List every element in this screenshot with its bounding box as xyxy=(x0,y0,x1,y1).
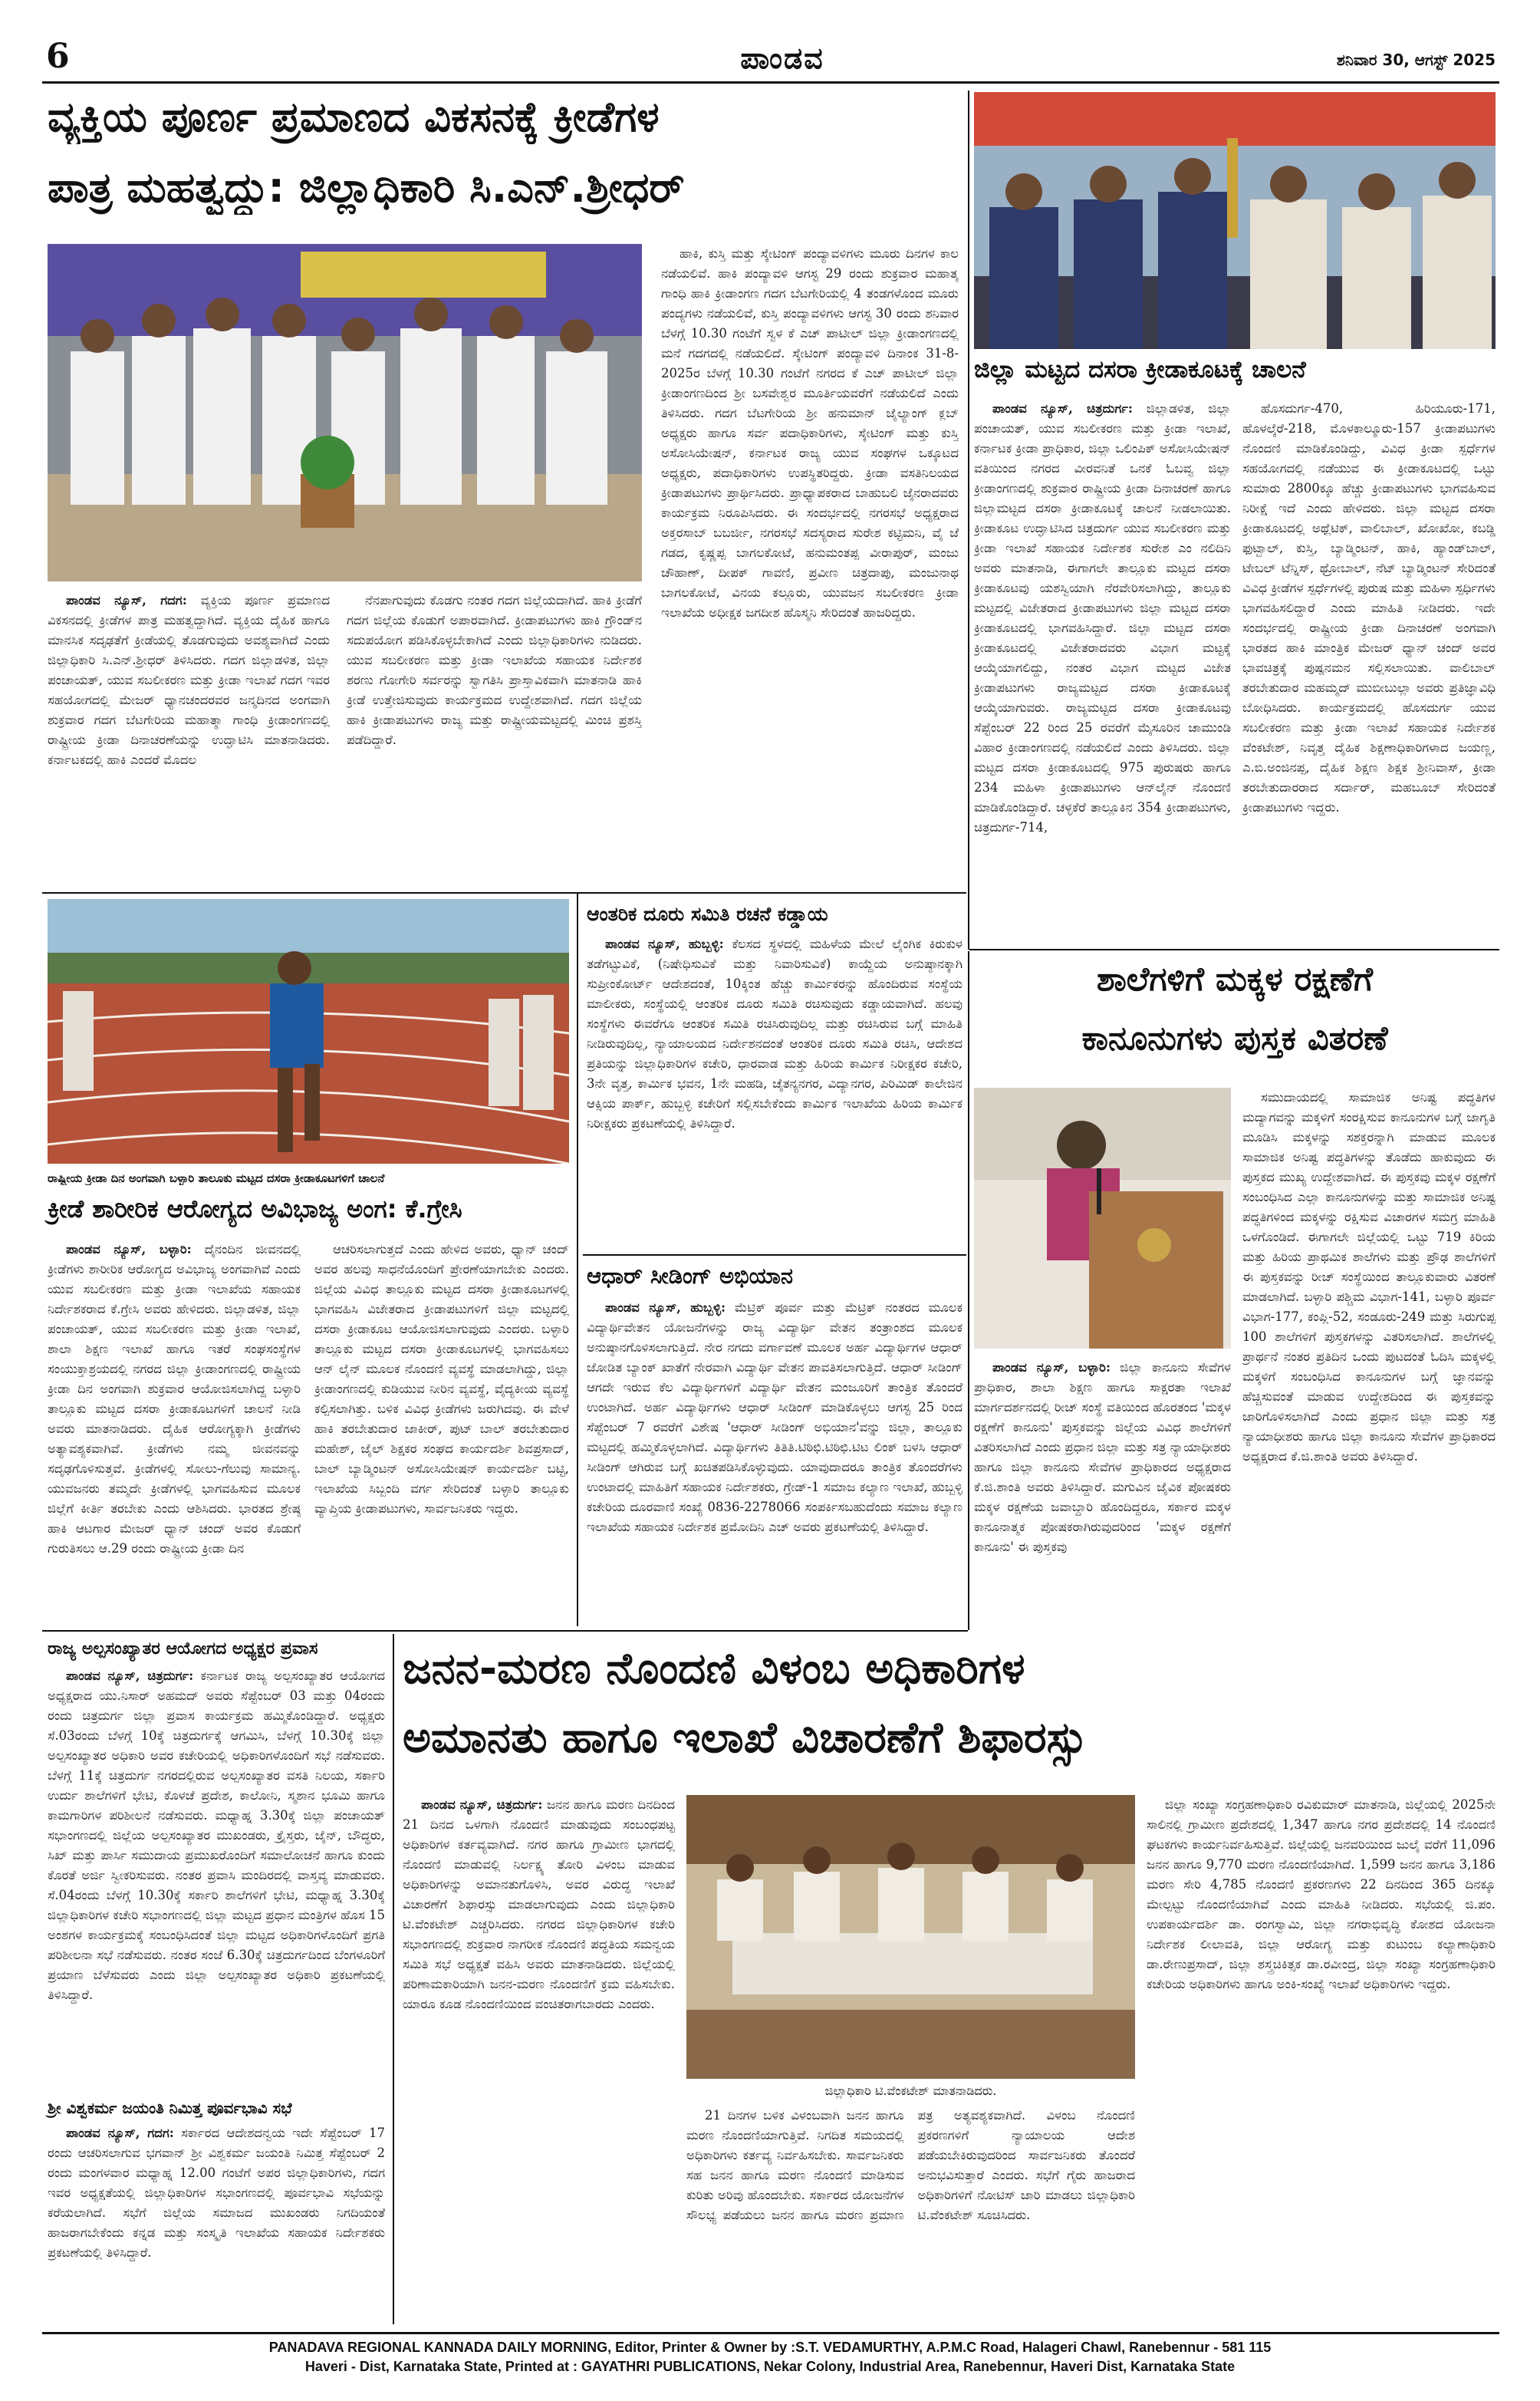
minority-col xyxy=(48,1666,385,2092)
sports-dateline: ಪಾಂಡವ ನ್ಯೂಸ್, ಬಳ್ಳಾರಿ: xyxy=(66,1242,192,1256)
lead-col-2 xyxy=(347,591,642,886)
sports-body-1: ದೈನಂದಿನ ಜೀವನದಲ್ಲಿ ಕ್ರೀಡೆಗಳು ಶಾರೀರಿಕ ಆರೋಗ್ಯದ ಅವಿಭಾಜ್ಯ ಅಂಗವಾಗಿವೆ ಎಂದು ಯುವ ಸಬಲೀಕರಣ ಮತ್ತು ಕ್ರೀಡಾ ಇಲಾಖೆಯ ಸಹಾಯಕ ನಿರ್ದೇಶಕರಾದ ಕೆ.ಗ್ರೇಸಿ ಅವರು ಹೇಳಿದರು. ಜಿಲ್ಲಾಡಳಿತ, ಜಿಲ್ಲಾ ಪಂಚಾಯತ್, ಯುವ ಸಬಲೀಕರಣ ಮತ್ತು ಕ್ರೀಡಾ ಇಲಾಖೆ, ಶಾಲಾ ಶಿಕ್ಷಣ ಇಲಾಖೆ ಹಾಗೂ ಇತರೆ ಸಂಘಸಂಸ್ಥೆಗಳ ಸಂಯುಕ್ತಾಶ್ರಯದಲ್ಲಿ ನಗರದ ಜಿಲ್ಲಾ ಕ್ರೀಡಾಂಗಣದಲ್ಲಿ ರಾಷ್ಟ್ರೀಯ ಕ್ರೀಡಾ ದಿನ ಅಂಗವಾಗಿ ಶುಕ್ರವಾರ ಆಯೋಜಿಸಲಾಗಿದ್ದ ಬಳ್ಳಾರಿ ತಾಲ್ಲೂಕು ಮಟ್ಟದ ದಸರಾ ಕ್ರೀಡಾಕೂಟಗಳಿಗೆ ಚಾಲನೆ ನೀಡಿ ಅವರು ಮಾತನಾಡಿದರು. ದೈಹಿಕ ಆರೋಗ್ಯಕ್ಕಾಗಿ ಕ್ರೀಡೆಗಳು ಅತ್ಯಾವಶ್ಯಕವಾಗಿವೆ. ಕ್ರೀಡೆಗಳು ನಮ್ಮ ಜೀವನವನ್ನು ಸದೃಢಗೊಳಿಸುತ್ತವೆ. ಕ್ರೀಡೆಗಳಲ್ಲಿ ಸೋಲು-ಗೆಲುವು ಸಾಮಾನ್ಯ. ಯುವಜನರು ತಮ್ಮದೇ ಕ್ರೀಡೆಗಳಲ್ಲಿ ಭಾಗವಹಿಸುವ ಮೂಲಕ ಜಿಲ್ಲೆಗೆ ಕೀರ್ತಿ ತರಬೇಕು ಎಂದು ಆಶಿಸಿದರು. ಭಾರತದ ಶ್ರೇಷ್ಠ ಹಾಕಿ ಆಟಗಾರ ಮೇಜರ್ ಧ್ಯಾನ್ ಚಂದ್ ಅವರ ಕೊಡುಗೆ ಗುರುತಿಸಲು ಆ.29 ರಂದು ರಾಷ್ಟ್ರೀಯ ಕ್ರೀಡಾ ದಿನ xyxy=(48,1242,301,1556)
footer-line-2: Haveri - Dist, Karnataka State, Printed at : GAYATHRI PUBLICATIONS, Nekar Colony, Industrial Area, Ranebennur, Haveri Dist, Karnataka State xyxy=(304,2359,1236,2374)
lead-dateline: ಪಾಂಡವ ನ್ಯೂಸ್, ಗದಗ: xyxy=(66,593,187,608)
lawbooks-headline-line2: ಕಾನೂನುಗಳು ಪುಸ್ತಕ ವಿತರಣೆ xyxy=(1081,1019,1388,1058)
committee-dateline: ಪಾಂಡವ ನ್ಯೂಸ್, ಹುಬ್ಬಳ್ಳಿ: xyxy=(605,937,724,951)
vishwakarma-col xyxy=(48,2123,385,2324)
aadhaar-dateline: ಪಾಂಡವ ನ್ಯೂಸ್, ಹುಬ್ಬಳ್ಳಿ: xyxy=(605,1300,726,1315)
lead-body-2: ನೆನಪಾಗುವುದು ಕೊಡಗು ನಂತರ ಗದಗ ಜಿಲ್ಲೆಯದಾಗಿದೆ. ಹಾಕಿ ಕ್ರೀಡೆಗೆ ಗದಗ ಜಿಲ್ಲೆಯ ಕೊಡುಗೆ ಅಪಾರವಾಗಿದೆ. ಕ್ರೀಡಾಪಟುಗಳು ಹಾಕಿ ಗ್ರೌಂಡ್‌ನ ಸದುಪಯೋಗ ಪಡಿಸಿಕೊಳ್ಳಬೇಕಾಗಿದೆ ಎಂದು ಜಿಲ್ಲಾಧಿಕಾರಿಗಳು ನುಡಿದರು. ಯುವ ಸಬಲೀಕರಣ ಮತ್ತು ಕ್ರೀಡಾ ಇಲಾಖೆಯ ಸಹಾಯಕ ನಿರ್ದೇಶಕ ಶರಣು ಗೋಗೇರಿ ಸರ್ವರನ್ನು ಸ್ವಾಗತಿಸಿ ಪ್ರಾಸ್ತಾವಿಕವಾಗಿ ಮಾತನಾಡಿ ಹಾಕಿ ಕ್ರೀಡೆ ಉತ್ತೇಜಿಸುವುದು ಕಾರ್ಯಕ್ರಮದ ಉದ್ದೇಶವಾಗಿದೆ. ಗದಗ ಜಿಲ್ಲೆಯ ಹಾಕಿ ಕ್ರೀಡಾಪಟುಗಳು ರಾಜ್ಯ ಮತ್ತು ರಾಷ್ಟ್ರೀಯಮಟ್ಟದಲ್ಲಿ ಮಿಂಚಿ ಪ್ರಶಸ್ತಿ ಪಡೆದಿದ್ದಾರೆ. xyxy=(347,593,642,747)
lead-headline-line2: ಪಾತ್ರ ಮಹತ್ವದ್ದು: ಜಿಲ್ಲಾಧಿಕಾರಿ ಸಿ.ಎನ್.ಶ್ರೀಧರ್ xyxy=(48,163,685,212)
masthead-title: ಪಾಂಡವ xyxy=(740,41,824,75)
dasara-body-2: ಹೊಸದುರ್ಗ-470, ಹಿರಿಯೂರು-171, ಹೊಳಲ್ಕೆರೆ-218, ಮೊಳಕಾಲ್ಮೂರು-157 ಕ್ರೀಡಾಪಟುಗಳು ನೊಂದಣಿ ಮಾಡಿಕೊಂಡಿದ್ದು, ವಿವಿಧ ಕ್ರೀಡಾ ಸ್ಪರ್ಧೆಗಳ ಸಹಯೋಗದಲ್ಲಿ ನಡೆಯುವ ಈ ಕ್ರೀಡಾಕೂಟದಲ್ಲಿ ಒಟ್ಟು ಸುಮಾರು 2800ಕ್ಕೂ ಹೆಚ್ಚು ಕ್ರೀಡಾಪಟುಗಳು ಭಾಗವಹಿಸುವ ನಿರೀಕ್ಷೆ ಇದೆ ಎಂದು ಹೇಳಿದರು. ಜಿಲ್ಲಾ ಮಟ್ಟದ ದಸರಾ ಕ್ರೀಡಾಕೂಟದಲ್ಲಿ ಅಥ್ಲೆಟಿಕ್, ವಾಲಿಬಾಲ್, ಖೋಖೋ, ಕಬಡ್ಡಿ ಫುಟ್ಬಾಲ್, ಕುಸ್ತಿ, ಬ್ಯಾಡ್ಮಿಂಟನ್, ಹಾಕಿ, ಹ್ಯಾಂಡ್‌ಬಾಲ್, ಟೇಬಲ್ ಟೆನ್ನಿಸ್, ಥ್ರೋಬಾಲ್, ನೆಟ್ ಬ್ಯಾಡ್ಮಿಂಟನ್ ಸೇರಿದಂತೆ ವಿವಿಧ ಕ್ರೀಡೆಗಳ ಸ್ಪರ್ಧೆಗಳಲ್ಲಿ ಪುರುಷ ಮತ್ತು ಮಹಿಳಾ ಸ್ಪರ್ಧಿಗಳು ಭಾಗವಹಿಸಲಿದ್ದಾರೆ ಎಂದು ಮಾಹಿತಿ ನೀಡಿದರು. ಇದೇ ಸಂದರ್ಭದಲ್ಲಿ ರಾಷ್ಟ್ರೀಯ ಕ್ರೀಡಾ ದಿನಾಚರಣೆ ಅಂಗವಾಗಿ ಭಾರತದ ಹಾಕಿ ಮಾಂತ್ರಿಕ ಮೇಜರ್ ಧ್ಯಾನ್ ಚಂದ್ ಅವರ ಭಾವಚಿತ್ರಕ್ಕೆ ಪುಷ್ಪನಮನ ಸಲ್ಲಿಸಲಾಯಿತು. ವಾಲಿಬಾಲ್ ತರಬೇತುದಾರ ಮಹಮ್ಮದ್ ಮುಬೀಬುಲ್ಲಾ ಅವರು ಪ್ರತಿಜ್ಞಾವಿಧಿ ಬೋಧಿಸಿದರು. ಕಾರ್ಯಕ್ರಮದಲ್ಲಿ ಹೊಸದುರ್ಗ ಯುವ ಸಬಲೀಕರಣ ಮತ್ತು ಕ್ರೀಡಾ ಇಲಾಖೆ ಸಹಾಯಕ ನಿರ್ದೇಶಕ ವೆಂಕಟೇಶ್, ನಿವೃತ್ತ ದೈಹಿಕ ಶಿಕ್ಷಣಾಧಿಕಾರಿಗಳಾದ ಜಯಣ್ಣ, ಎ.ಬಿ.ಅಂಜಿನಪ್ಪ, ದೈಹಿಕ ಶಿಕ್ಷಣ ಶಿಕ್ಷಕ ಶ್ರೀನಿವಾಸ್, ಕ್ರೀಡಾ ತರಬೇತುದಾರರಾದ ಸರ್ದಾರ್, ಮಹಬೂಬ್ ಸೇರಿದಂತೆ ಕ್ರೀಡಾಪಟುಗಳು ಇದ್ದರು. xyxy=(1242,401,1496,815)
sports-photo xyxy=(48,899,569,1164)
vishwakarma-headline: ಶ್ರೀ ವಿಶ್ವಕರ್ಮ ಜಯಂತಿ ನಿಮಿತ್ತ ಪೂರ್ವಭಾವಿ ಸಭೆ xyxy=(48,2099,292,2117)
sports-col-2 xyxy=(314,1240,569,1623)
birthdeath-headline-line1: ಜನನ-ಮರಣ ನೊಂದಣಿ ವಿಳಂಬ ಅಧಿಕಾರಿಗಳ xyxy=(403,1644,1025,1694)
committee-headline: ಆಂತರಿಕ ದೂರು ಸಮಿತಿ ರಚನೆ ಕಡ್ಡಾಯ xyxy=(587,903,828,925)
lawbooks-headline-line1: ಶಾಲೆಗಳಿಗೆ ಮಕ್ಕಳ ರಕ್ಷಣೆಗೆ xyxy=(1097,960,1373,999)
lead-photo xyxy=(48,244,642,581)
divider-minority-v xyxy=(393,1634,394,2324)
minority-dateline: ಪಾಂಡವ ನ್ಯೂಸ್, ಚಿತ್ರದುರ್ಗ: xyxy=(66,1668,194,1683)
birthdeath-dateline: ಪಾಂಡವ ನ್ಯೂಸ್, ಚಿತ್ರದುರ್ಗ: xyxy=(421,1797,543,1812)
lawbooks-body-right: ಸಮುದಾಯದಲ್ಲಿ ಸಾಮಾಜಿಕ ಅನಿಷ್ಟ ಪದ್ಧತಿಗಳ ಮದ್ಯಾಗವನ್ನು ಮಕ್ಕಳಿಗೆ ಸಂರಕ್ಷಿಸುವ ಕಾನೂನುಗಳ ಬಗ್ಗೆ ಜಾಗೃತಿ ಮೂಡಿಸಿ ಮಕ್ಕಳನ್ನು ಸಶಕ್ತರನ್ನಾಗಿ ಮಾಡುವ ಮೂಲಕ ಸಾಮಾಜಿಕ ಅನಿಷ್ಟ ಪದ್ಧತಿಗಳನ್ನು ತೊಡೆದು ಹಾಕುವುದು ಈ ಪುಸ್ತಕದ ಮುಖ್ಯ ಉದ್ದೇಶವಾಗಿದೆ. ಈ ಪುಸ್ತಕವು ಮಕ್ಕಳ ರಕ್ಷಣೆಗೆ ಸಂಬಂಧಿಸಿದ ಎಲ್ಲಾ ಕಾನೂನುಗಳನ್ನು ಮತ್ತು ಸಾಮಾಜಿಕ ಅನಿಷ್ಟ ಪದ್ಧತಿಗಳಿಂದ ಮಕ್ಕಳನ್ನು ರಕ್ಷಿಸುವ ವಿಚಾರಗಳ ಸಮಗ್ರ ಮಾಹಿತಿ ಒಳಗೊಂಡಿದೆ. ಈಗಾಗಲೇ ಜಿಲ್ಲೆಯಲ್ಲಿ ಒಟ್ಟು 719 ಕಿರಿಯ ಮತ್ತು ಹಿರಿಯ ಪ್ರಾಥಮಿಕ ಶಾಲೆಗಳು ಮತ್ತು ಪ್ರೌಢ ಶಾಲೆಗಳಿಗೆ ಈ ಪುಸ್ತಕವನ್ನು ರೀಚ್ ಸಂಸ್ಥೆಯಿಂದ ತಾಲ್ಲೂಕುವಾರು ವಿತರಣೆ ಮಾಡಲಾಗಿದೆ. ಬಳ್ಳಾರಿ ಪಶ್ಚಿಮ ವಿಭಾಗ-141, ಬಳ್ಳಾರಿ ಪೂರ್ವ ವಿಭಾಗ-177, ಕಂಪ್ಲಿ-52, ಸಂಡೂರು-249 ಮತ್ತು ಸಿರುಗುಪ್ಪ 100 ಶಾಲೆಗಳಿಗೆ ಪುಸ್ತಕಗಳನ್ನು ವಿತರಿಸಲಾಗಿದೆ. ಶಾಲೆಗಳಲ್ಲಿ ಪ್ರಾರ್ಥನೆ ನಂತರ ಪ್ರತಿದಿನ ಒಂದು ಪುಟದಂತೆ ಓದಿಸಿ ಮಕ್ಕಳಲ್ಲಿ ಮಕ್ಕಳಿಗೆ ಸಂಬಂಧಿಸಿದ ಕಾನೂನುಗಳ ಬಗ್ಗೆ ಜ್ಞಾನವನ್ನು ಹೆಚ್ಚಿಸುವಂತೆ ಮಾಡುವ ಉದ್ದೇಶದಿಂದ ಈ ಪುಸ್ತಕವನ್ನು ಜಾರಿಗೊಳಿಸಲಾಗಿದೆ ಎಂದು ಪ್ರಧಾನ ಜಿಲ್ಲಾ ಮತ್ತು ಸತ್ರ ನ್ಯಾಯಾಧೀಶರು ಹಾಗೂ ಜಿಲ್ಲಾ ಕಾನೂನು ಸೇವೆಗಳ ಪ್ರಾಧಿಕಾರದ ಅಧ್ಯಕ್ಷರಾದ ಕೆ.ಜಿ.ಶಾಂತಿ ಅವರು ತಿಳಿಸಿದ್ದಾರೆ. xyxy=(1242,1090,1496,1464)
vishwakarma-body: ಸರ್ಕಾರದ ಆದೇಶದನ್ವಯ ಇದೇ ಸೆಪ್ಟೆಂಬರ್ 17 ರಂದು ಆಚರಿಸಲಾಗುವ ಭಗವಾನ್ ಶ್ರೀ ವಿಶ್ವಕರ್ಮ ಜಯಂತಿ ನಿಮಿತ್ತ ಸೆಪ್ಟೆಂಬರ್ 2 ರಂದು ಮಂಗಳವಾರ ಮಧ್ಯಾಹ್ನ 12.00 ಗಂಟೆಗೆ ಅಪರ ಜಿಲ್ಲಾಧಿಕಾರಿಗಳು, ಗದಗ ಇವರ ಅಧ್ಯಕ್ಷತೆಯಲ್ಲಿ ಜಿಲ್ಲಾಧಿಕಾರಿಗಳ ಸಭಾಂಗಣದಲ್ಲಿ ಪೂರ್ವಭಾವಿ ಸಭೆಯನ್ನು ಕರೆಯಲಾಗಿದೆ. ಸಭೆಗೆ ಜಿಲ್ಲೆಯ ಸಮಾಜದ ಮುಖಂಡರು ನಿಗದಿಯಂತೆ ಹಾಜರಾಗಬೇಕೆಂದು ಕನ್ನಡ ಮತ್ತು ಸಂಸ್ಕೃತಿ ಇಲಾಖೆಯ ಸಹಾಯಕ ನಿರ್ದೇಶಕರು ಪ್ರಕಟಣೆಯಲ್ಲಿ ತಿಳಿಸಿದ್ದಾರೆ. xyxy=(48,2126,385,2260)
divider-lead-bottom xyxy=(42,892,966,894)
dasara-body-1: ಜಿಲ್ಲಾಡಳಿತ, ಜಿಲ್ಲಾ ಪಂಚಾಯತ್, ಯುವ ಸಬಲೀಕರಣ ಮತ್ತು ಕ್ರೀಡಾ ಇಲಾಖೆ, ಕರ್ನಾಟಕ ಕ್ರೀಡಾ ಪ್ರಾಧಿಕಾರ, ಜಿಲ್ಲಾ ಒಲಿಂಪಿಕ್ ಅಸೋಸಿಯೇಷನ್ ವತಿಯಿಂದ ನಗರದ ವೀರವನಿತೆ ಒನಕೆ ಓಬವ್ವ ಜಿಲ್ಲಾ ಕ್ರೀಡಾಂಗಣದಲ್ಲಿ ಶುಕ್ರವಾರ ರಾಷ್ಟ್ರೀಯ ಕ್ರೀಡಾ ದಿನಾಚರಣೆ ಹಾಗೂ ಜಿಲ್ಲಾಮಟ್ಟದ ದಸರಾ ಕ್ರೀಡಾಕೂಟಕ್ಕೆ ಚಾಲನೆ ನೀಡಲಾಯಿತು. ಕ್ರೀಡಾಕೂಟ ಉದ್ಘಾಟಿಸಿದ ಚಿತ್ರದುರ್ಗ ಯುವ ಸಬಲೀಕರಣ ಮತ್ತು ಕ್ರೀಡಾ ಇಲಾಖೆ ಸಹಾಯಕ ನಿರ್ದೇಶಕ ಸುರೇಶ ಎಂ ನಲಿದಿನಿ ಅವರು ಮಾತನಾಡಿ, ಈಗಾಗಲೇ ತಾಲ್ಲೂಕು ಮಟ್ಟದ ದಸರಾ ಕ್ರೀಡಾಕೂಟವು ಯಶಸ್ವಿಯಾಗಿ ನೆರವೇರಿಸಲಾಗಿದ್ದು, ತಾಲ್ಲೂಕು ಮಟ್ಟದಲ್ಲಿ ವಿಜೇತರಾದ ಕ್ರೀಡಾಪಟುಗಳು ಜಿಲ್ಲಾ ಮಟ್ಟದ ದಸರಾ ಕ್ರೀಡಾಕೂಟದಲ್ಲಿ ಭಾಗವಹಿಸಿದ್ದಾರೆ. ಜಿಲ್ಲಾ ಮಟ್ಟದ ದಸರಾ ಕ್ರೀಡಾಕೂಟದಲ್ಲಿ ವಿಜೇತರಾದವರು ವಿಭಾಗ ಮಟ್ಟಕ್ಕೆ ಆಯ್ಕೆಯಾಗಲಿದ್ದು, ನಂತರ ವಿಭಾಗ ಮಟ್ಟದ ವಿಜೇತ ಕ್ರೀಡಾಪಟುಗಳು ರಾಜ್ಯಮಟ್ಟದ ದಸರಾ ಕ್ರೀಡಾಕೂಟಕ್ಕೆ ಆಯ್ಕೆಯಾಗುವರು. ರಾಜ್ಯಮಟ್ಟದ ದಸರಾ ಕ್ರೀಡಾಕೂಟವು ಸೆಪ್ಟೆಂಬರ್ 22 ರಿಂದ 25 ರವರೆಗೆ ಮೈಸೂರಿನ ಚಾಮುಂಡಿ ವಿಹಾರ ಕ್ರೀಡಾಂಗಣದಲ್ಲಿ ನಡೆಯಲಿದೆ ಎಂದು ತಿಳಿಸಿದರು. ಜಿಲ್ಲಾ ಮಟ್ಟದ ದಸರಾ ಕ್ರೀಡಾಕೂಟದಲ್ಲಿ 975 ಪುರುಷರು ಹಾಗೂ 234 ಮಹಿಳಾ ಕ್ರೀಡಾಪಟುಗಳು ಆನ್‌ಲೈನ್ ನೊಂದಣಿ ಮಾಡಿಕೊಂಡಿದ್ದಾರೆ. ಚಳ್ಳಕೆರೆ ತಾಲ್ಲೂಕಿನ 354 ಕ್ರೀಡಾಪಟುಗಳು, ಚಿತ್ರದುರ್ಗ-714, xyxy=(974,401,1231,835)
birthdeath-col-2 xyxy=(686,2106,1135,2324)
aadhaar-headline: ಆಧಾರ್ ಸೀಡಿಂಗ್ ಅಭಿಯಾನ xyxy=(587,1263,794,1289)
sports-col-1 xyxy=(48,1240,301,1623)
page-number: 6 xyxy=(46,37,70,76)
dasara-col-1 xyxy=(974,399,1231,932)
lawbooks-dateline: ಪಾಂಡವ ನ್ಯೂಸ್, ಬಳ್ಳಾರಿ: xyxy=(992,1360,1111,1375)
birthdeath-photo-caption: ಜಿಲ್ಲಾಧಿಕಾರಿ ಟಿ.ವೆಂಕಟೇಶ್ ಮಾತನಾಡಿದರು. xyxy=(824,2083,997,2098)
lawbooks-photo xyxy=(974,1088,1231,1349)
committee-body: ಕೆಲಸದ ಸ್ಥಳದಲ್ಲಿ ಮಹಿಳೆಯ ಮೇಲೆ ಲೈಂಗಿಕ ಕಿರುಕುಳ ತಡೆಗಟ್ಟುವಿಕೆ, (ನಿಷೇಧಿಸುವಿಕೆ ಮತ್ತು ನಿವಾರಿಸುವಿಕೆ) ಕಾಯ್ದೆಯ ಅನುಷ್ಠಾನಕ್ಕಾಗಿ ಸುಪ್ರೀಂಕೋರ್ಟ್ ಆದೇಶದಂತೆ, 10ಕ್ಕಿಂತ ಹೆಚ್ಚು ಕಾರ್ಮಿಕರನ್ನು ಹೊಂದಿರುವ ಸಂಸ್ಥೆಯ ಮಾಲೀಕರು, ಸಂಸ್ಥೆಯಲ್ಲಿ ಆಂತರಿಕ ದೂರು ಸಮಿತಿ ರಚಿಸುವುದು ಕಡ್ಡಾಯವಾಗಿದೆ. ಹಲವು ಸಂಸ್ಥೆಗಳು ಈವರೆಗೂ ಆಂತರಿಕ ಸಮಿತಿ ರಚಿಸಿರುವುದಿಲ್ಲ ಮತ್ತು ರಚಿಸಿರುವ ಬಗ್ಗೆ ಮಾಹಿತಿ ನೀಡಿರುವುದಿಲ್ಲ, ನ್ಯಾಯಾಲಯದ ನಿರ್ದೇಶನದಂತೆ ಆಂತರಿಕ ದೂರು ಸಮಿತಿ ರಚಿಸಿ, ಆದೇಶದ ಪ್ರತಿಯನ್ನು ಜಿಲ್ಲಾಧಿಕಾರಿಗಳ ಕಚೇರಿ, ಧಾರವಾಡ ಮತ್ತು ಹಿರಿಯ ಕಾರ್ಮಿಕ ನಿರೀಕ್ಷಕರ ಕಚೇರಿ, 3ನೇ ವೃತ್ತ, ಕಾರ್ಮಿಕ ಭವನ, 1ನೇ ಮಹಡಿ, ಚೈತನ್ಯನಗರ, ವಿದ್ಯಾನಗರ, ಪಿರಿಮಿಡ್ ಕಾಲೇಜಿನ ಆಕ್ಸಿಯ ಪಾರ್ಕ್, ಹುಬ್ಬಳ್ಳಿ ಕಚೇರಿಗೆ ಸಲ್ಲಿಸಬೇಕೆಂದು ಕಾರ್ಮಿಕ ಇಲಾಖೆಯ ಹಿರಿಯ ಕಾರ್ಮಿಕ ನಿರೀಕ್ಷಕರು ಪ್ರಕಟಣೆಯಲ್ಲಿ ತಿಳಿಸಿದ್ದಾರೆ. xyxy=(587,937,962,1131)
committee-col xyxy=(587,934,962,1250)
dasara-dateline: ಪಾಂಡವ ನ್ಯೂಸ್, ಚಿತ್ರದುರ್ಗ: xyxy=(992,401,1133,416)
issue-date: ಶನಿವಾರ 30, ಆಗಸ್ಟ್ 2025 xyxy=(1336,51,1496,69)
sports-photo-caption: ರಾಷ್ಟ್ರೀಯ ಕ್ರೀಡಾ ದಿನ ಅಂಗವಾಗಿ ಬಳ್ಳಾರಿ ತಾಲೂಕು ಮಟ್ಟದ ದಸರಾ ಕ್ರೀಡಾಕೂಟಗಳಿಗೆ ಚಾಲನೆ xyxy=(48,1171,385,1185)
footer-rule xyxy=(42,2332,1499,2334)
birthdeath-body-3: ಜಿಲ್ಲಾ ಸಂಖ್ಯಾ ಸಂಗ್ರಹಣಾಧಿಕಾರಿ ರವಿಕುಮಾರ್ ಮಾತನಾಡಿ, ಜಿಲ್ಲೆಯಲ್ಲಿ 2025ನೇ ಸಾಲಿನಲ್ಲಿ ಗ್ರಾಮೀಣ ಪ್ರದೇಶದಲ್ಲಿ 1,347 ಹಾಗೂ ನಗರ ಪ್ರದೇಶದಲ್ಲಿ 14 ನೊಂದಣಿ ಘಟಕಗಳು ಕಾರ್ಯನಿರ್ವಹಿಸುತ್ತಿವೆ. ಜಿಲ್ಲೆಯಲ್ಲಿ ಜನವರಿಯಿಂದ ಜುಲೈ ವರೆಗೆ 11,096 ಜನನ ಹಾಗೂ 9,770 ಮರಣ ನೊಂದಣಿಯಾಗಿದೆ. 1,599 ಜನನ ಹಾಗೂ 3,186 ಮರಣ ಸೇರಿ 4,785 ನೊಂದಣಿ ಪ್ರಕರಣಗಳು 22 ದಿನದಿಂದ 365 ದಿನಕ್ಕೂ ಮೇಲ್ಪಟ್ಟು ನೊಂದಣಿಯಾಗಿವೆ ಎಂದು ಮಾಹಿತಿ ನೀಡಿದರು. ಸಭೆಯಲ್ಲಿ ಜಿ.ಪಂ. ಉಪಕಾರ್ಯದರ್ಶಿ ಡಾ. ರಂಗಸ್ವಾಮಿ, ಜಿಲ್ಲಾ ನಗರಾಭಿವೃದ್ಧಿ ಕೋಶದ ಯೋಜನಾ ನಿರ್ದೇಶಕ ಲೀಲಾವತಿ, ಜಿಲ್ಲಾ ಆರೋಗ್ಯ ಮತ್ತು ಕುಟುಂಬ ಕಲ್ಯಾಣಾಧಿಕಾರಿ ಡಾ.ರೇಣುಪ್ರಸಾದ್, ಜಿಲ್ಲಾ ಶಸ್ತ್ರಚಿಕಿತ್ಸಕ ಡಾ.ರವೀಂದ್ರ, ಜಿಲ್ಲಾ ಸಂಖ್ಯಾ ಸಂಗ್ರಹಣಾಧಿಕಾರಿ ಕಚೇರಿಯ ಅಧಿಕಾರಿಗಳು ಹಾಗೂ ಅಂಕಿ-ಸಂಖ್ಯೆ ಇಲಾಖೆ ಅಧಿಕಾರಿಗಳು ಇದ್ದರು. xyxy=(1147,1797,1496,1991)
lawbooks-body-left: ಜಿಲ್ಲಾ ಕಾನೂನು ಸೇವೆಗಳ ಪ್ರಾಧಿಕಾರ, ಶಾಲಾ ಶಿಕ್ಷಣ ಹಾಗೂ ಸಾಕ್ಷರತಾ ಇಲಾಖೆ ಮಾರ್ಗದರ್ಶನದಲ್ಲಿ ರೀಚ್ ಸಂಸ್ಥೆ ವತಿಯಿಂದ ಹೊರತಂದ 'ಮಕ್ಕಳ ರಕ್ಷಣೆಗೆ ಕಾನೂನು' ಪುಸ್ತಕವನ್ನು ಜಿಲ್ಲೆಯ ವಿವಿಧ ಶಾಲೆಗಳಿಗೆ ವಿತರಿಸಲಾಗಿದೆ ಎಂದು ಪ್ರಧಾನ ಜಿಲ್ಲಾ ಮತ್ತು ಸತ್ರ ನ್ಯಾಯಾಧೀಶರು ಹಾಗೂ ಜಿಲ್ಲಾ ಕಾನೂನು ಸೇವೆಗಳ ಪ್ರಾಧಿಕಾರದ ಅಧ್ಯಕ್ಷರಾದ ಕೆ.ಜಿ.ಶಾಂತಿ ಅವರು ತಿಳಿಸಿದ್ದಾರೆ. ಮಗುವಿನ ಜೈವಿಕ ಪೋಷಕರು ಮಕ್ಕಳ ರಕ್ಷಣೆಯ ಜವಾಬ್ದಾರಿ ಹೊಂದಿದ್ದರೂ, ಸರ್ಕಾರ ಮಕ್ಕಳ ಕಾನೂನಾತ್ಮಕ ಪೋಷಕರಾಗಿರುವುದರಿಂದ 'ಮಕ್ಕಳ ರಕ್ಷಣೆಗೆ ಕಾನೂನು' ಈ ಪುಸ್ತಕವು xyxy=(974,1360,1231,1554)
birthdeath-photo xyxy=(686,1795,1135,2079)
lead-headline-line1: ವ್ಯಕ್ತಿಯ ಪೂರ್ಣ ಪ್ರಮಾಣದ ವಿಕಸನಕ್ಕೆ ಕ್ರೀಡೆಗಳ xyxy=(48,93,660,141)
birthdeath-headline-line2: ಅಮಾನತು ಹಾಗೂ ಇಲಾಖೆ ವಿಚಾರಣೆಗೆ ಶಿಫಾರಸ್ಸು xyxy=(403,1713,1088,1763)
divider-dasara-bottom xyxy=(969,949,1499,950)
sports-body-2: ಆಚರಿಸಲಾಗುತ್ತದೆ ಎಂದು ಹೇಳಿದ ಅವರು, ಧ್ಯಾನ್ ಚಂದ್ ಅವರ ಹಲವು ಸಾಧನೆಯೊಂದಿಗೆ ಪ್ರೇರಣೆಯಾಗಬೇಕು ಎಂದರು. ಜಿಲ್ಲೆಯ ವಿವಿಧ ತಾಲ್ಲೂಕು ಮಟ್ಟದ ದಸರಾ ಕ್ರೀಡಾಕೂಟಗಳಲ್ಲಿ ಭಾಗವಹಿಸಿ ವಿಜೇತರಾದ ಕ್ರೀಡಾಪಟುಗಳಿಗೆ ಜಿಲ್ಲಾ ಮಟ್ಟದಲ್ಲಿ ದಸರಾ ಕ್ರೀಡಾಕೂಟ ಆಯೋಜಿಸಲಾಗುವುದು ಎಂದರು. ಬಳ್ಳಾರಿ ತಾಲ್ಲೂಕು ಮಟ್ಟದ ದಸರಾ ಕ್ರೀಡಾಕೂಟಗಳಲ್ಲಿ ಭಾಗವಹಿಸಲು ಆನ್ ಲೈನ್ ಮೂಲಕ ನೊಂದಣಿ ವ್ಯವಸ್ಥೆ ಮಾಡಲಾಗಿದ್ದು, ಜಿಲ್ಲಾ ಕ್ರೀಡಾಂಗಣದಲ್ಲಿ ಕುಡಿಯುವ ನೀರಿನ ವ್ಯವಸ್ಥೆ, ವೈದ್ಯಕೀಯ ವ್ಯವಸ್ಥೆ ಕಲ್ಪಿಸಲಾಗಿತ್ತು. ಬಳಿಕ ವಿವಿಧ ಕ್ರೀಡೆಗಳು ಜರುಗಿದವು. ಈ ವೇಳೆ ಹಾಕಿ ತರಬೇತುದಾರ ಜಾಕೀರ್, ಪುಟ್ ಬಾಲ್ ತರಬೇತುದಾರ ಮಹೇಶ್, ಜೈಲ್ ಶಿಕ್ಷಕರ ಸಂಘದ ಕಾರ್ಯದರ್ಶಿ ಶಿವಪ್ರಸಾದ್, ಬಾಲ್ ಬ್ಯಾಡ್ಮಿಂಟನ್ ಅಸೋಸಿಯೇಷನ್ ಕಾರ್ಯದರ್ಶಿ ಬಟ್ಟಿ, ಇಲಾಖೆಯ ಸಿಬ್ಬಂದಿ ವರ್ಗ ಸೇರಿದಂತೆ ಬಳ್ಳಾರಿ ತಾಲ್ಲೂಕು ವ್ಯಾಪ್ತಿಯ ಕ್ರೀಡಾಪಟುಗಳು, ಸಾರ್ವಜನಿಕರು ಇದ್ದರು. xyxy=(314,1242,569,1516)
dasara-photo xyxy=(974,92,1496,349)
birthdeath-body-2: 21 ದಿನಗಳ ಬಳಿಕ ವಿಳಂಬವಾಗಿ ಜನನ ಹಾಗೂ ಮರಣ ನೊಂದಣಿಯಾಗುತ್ತಿವೆ. ನಿಗದಿತ ಸಮಯದಲ್ಲಿ ಅಧಿಕಾರಿಗಳು ಕರ್ತವ್ಯ ನಿರ್ವಹಿಸಬೇಕು. ಸಾರ್ವಜನಿಕರು ಸಹ ಜನನ ಹಾಗೂ ಮರಣ ನೊಂದಣಿ ಮಾಡಿಸುವ ಕುರಿತು ಅರಿವು ಹೊಂದಬೇಕು. ಸರ್ಕಾರದ ಯೋಜನೆಗಳ ಸೌಲಭ್ಯ ಪಡೆಯಲು ಜನನ ಹಾಗೂ ಮರಣ ಪ್ರಮಾಣ ಪತ್ರ ಅತ್ಯವಶ್ಯಕವಾಗಿದೆ. ವಿಳಂಬ ನೊಂದಣಿ ಪ್ರಕರಣಗಳಿಗೆ ನ್ಯಾಯಾಲಯ ಆದೇಶ ಪಡೆಯಬೇಕಿರುವುದರಿಂದ ಸಾರ್ವಜನಿಕರು ತೊಂದರೆ ಅನುಭವಿಸುತ್ತಾರೆ ಎಂದರು. ಸಭೆಗೆ ಗೈರು ಹಾಜರಾದ ಅಧಿಕಾರಿಗಳಿಗೆ ನೋಟಿಸ್ ಜಾರಿ ಮಾಡಲು ಜಿಲ್ಲಾಧಿಕಾರಿ ಟಿ.ವೆಂಕಟೇಶ್ ಸೂಚಿಸಿದರು. xyxy=(686,2108,1135,2222)
lead-col-3 xyxy=(661,244,959,887)
minority-headline: ರಾಜ್ಯ ಅಲ್ಪಸಂಖ್ಯಾತರ ಆಯೋಗದ ಅಧ್ಯಕ್ಷರ ಪ್ರವಾಸ xyxy=(48,1639,318,1658)
lead-col-1 xyxy=(48,591,330,886)
aadhaar-col xyxy=(587,1298,962,1624)
birthdeath-body-1: ಜನನ ಹಾಗೂ ಮರಣ ದಿನದಿಂದ 21 ದಿನದ ಒಳಗಾಗಿ ನೊಂದಣಿ ಮಾಡುವುದು ಸಂಬಂಧಪಟ್ಟ ಅಧಿಕಾರಿಗಳ ಕರ್ತವ್ಯವಾಗಿದೆ. ನಗರ ಹಾಗೂ ಗ್ರಾಮೀಣ ಭಾಗದಲ್ಲಿ ನೊಂದಣಿ ಮಾಡುವಲ್ಲಿ ನಿರ್ಲಕ್ಷ್ಯ ತೋರಿ ವಿಳಂಬ ಮಾಡುವ ಅಧಿಕಾರಿಗಳನ್ನು ಅಮಾನತುಗೊಳಿಸಿ, ಅವರ ವಿರುದ್ಧ ಇಲಾಖೆ ವಿಚಾರಣೆಗೆ ಶಿಫಾರಸ್ಸು ಮಾಡಲಾಗುವುದು ಎಂದು ಜಿಲ್ಲಾಧಿಕಾರಿ ಟಿ.ವೆಂಕಟೇಶ್ ಎಚ್ಚರಿಸಿದರು. ನಗರದ ಜಿಲ್ಲಾಧಿಕಾರಿಗಳ ಕಚೇರಿ ಸಭಾಂಗಣದಲ್ಲಿ ಶುಕ್ರವಾರ ನಾಗರೀಕ ನೊಂದಣಿ ಪದ್ಧತಿಯ ಸಮನ್ವಯ ಸಮಿತಿ ಸಭೆ ಅಧ್ಯಕ್ಷತೆ ವಹಿಸಿ ಅವರು ಮಾತನಾಡಿದರು. ಜಿಲ್ಲೆಯಲ್ಲಿ ಪರಿಣಾಮಕಾರಿಯಾಗಿ ಜನನ-ಮರಣ ನೊಂದಣಿಗೆ ಕ್ರಮ ವಹಿಸಬೇಕು. ಯಾರೂ ಕೂಡ ನೊಂದಣಿಯಿಂದ ವಂಚಿತರಾಗಬಾರದು ಎಂದರು. xyxy=(403,1797,675,2011)
divider-lead-v xyxy=(968,91,969,950)
divider-middle-horizontal xyxy=(42,1630,968,1632)
divider-committee-bottom xyxy=(583,1254,966,1256)
divider-sports-v xyxy=(577,894,578,1626)
lead-body-3: ಹಾಕಿ, ಕುಸ್ತಿ ಮತ್ತು ಸ್ಕೇಟಿಂಗ್ ಪಂದ್ಯಾವಳಿಗಳು ಮೂರು ದಿನಗಳ ಕಾಲ ನಡೆಯಲಿವೆ. ಹಾಕಿ ಪಂದ್ಯಾವಳಿ ಆಗಸ್ಟ 29 ರಂದು ಶುಕ್ರವಾರ ಮಹಾತ್ಮ ಗಾಂಧಿ ಹಾಕಿ ಕ್ರೀಡಾಂಗಣ ಗದಗ ಬೆಟಗೇರಿಯಲ್ಲಿ 4 ತಂಡಗಳೊಂದ ಮೂರು ಪಂದ್ಯಗಳು ನಡೆಯಲಿವೆ, ಕುಸ್ತಿ ಪಂದ್ಯಾವಳಿಗಳು ಆಗಸ್ಟ 30 ರಂದು ಶನಿವಾರ ಬೆಳಗ್ಗೆ 10.30 ಗಂಟೆಗೆ ಸ್ವಳ ಕೆ ಎಚ್ ಪಾಟೀಲ್ ಜಿಲ್ಲಾ ಕ್ರೀಡಾಂಗಣದಲ್ಲಿ ಮನೆ ಗದಗದಲ್ಲಿ ನಡೆಯಲಿದೆ. ಸ್ಕೇಟಿಂಗ್ ಪಂದ್ಯಾವಳಿ ದಿನಾಂಕ 31-8-2025ರ ಬೆಳಗ್ಗೆ 10.30 ಗಂಟೆಗೆ ನಗರದ ಕೆ ಎಚ್ ಪಾಟೀಲ್ ಜಿಲ್ಲಾ ಕ್ರೀಡಾಂಗಣದಿಂದ ಶ್ರೀ ಬಸವೇಶ್ವರ ಮೂರ್ತಿಯವರೆಗೆ ನಡೆಯಲಿದೆ ಎಂದು ತಿಳಿಸಿದರು. ಗದಗ ಬೆಟಗೇರಿಯ ಶ್ರೀ ಹನುಮಾನ್ ಜೈಲ್ಯಾಂಗ್ ಕ್ಲಬ್ ಅಧ್ಯಕ್ಷರು ಹಾಗೂ ಸರ್ವ ಪದಾಧಿಕಾರಿಗಳು, ಸ್ಕೇಟಿಂಗ್ ಮತ್ತು ಕುಸ್ತಿ ಅಸೋಸಿಯೇಷನ್, ಕರ್ನಾಟಕ ರಾಜ್ಯ ಯುವ ಸಂಘಗಳ ಒಕ್ಕೂಟದ ಅಧ್ಯಕ್ಷರು, ಪದಾಧಿಕಾರಿಗಳು ಉಪಸ್ಥಿತರಿದ್ದರು. ಕ್ರೀಡಾ ವಸತಿನಿಲಯದ ಕ್ರೀಡಾಪಟುಗಳು ಪ್ರಾರ್ಥಿಸಿದರು. ಪ್ರಾಧ್ಯಾಪಕರಾದ ಬಾಹುಬಲಿ ಜೈನರಾದವರು ಕಾರ್ಯಕ್ರಮ ನಿರೂಪಿಸಿದರು. ಈ ಸಂದರ್ಭದಲ್ಲಿ ನಗರಸಭೆ ಅಧ್ಯಕ್ಷರಾದ ಅಕ್ತರಸಾಬ್ ಬಬರ್ಜೀ, ನಗರಸಭೆ ಸದಸ್ಯರಾದ ಸುರೇಶ ಕಟ್ಟಿಮನಿ, ವೈ ಜೆ ಗಡದ, ಕೃಷ್ಣಪ್ಪ ಬಾಗಲಕೋಟೆ, ಹನುಮಂತಪ್ಪ ವೀರಾಪುರ್, ಮಂಜು ಚೌಹಾಣ್, ದೀಪಕ್ ಗಾವಣಿ, ಪ್ರವೀಣ ಚಿತ್ರದಾಪು, ಮಂಜುನಾಥ ಬಾಗಲಕೋಟೆ, ವಿನಯ ಕಲ್ಲೂರು, ಯುವಜನ ಸಬಲೀಕರಣ ಕ್ರೀಡಾ ಇಲಾಖೆಯ ಅಧೀಕ್ಷಕ ಜಗದೀಶ ಹೊಸ್ಮನಿ ಸೇರಿದಂತೆ ಹಾಜರಿದ್ದರು. xyxy=(661,246,959,620)
vishwakarma-dateline: ಪಾಂಡವ ನ್ಯೂಸ್, ಗದಗ: xyxy=(66,2126,174,2140)
dasara-col-2 xyxy=(1242,399,1496,932)
aadhaar-body: ಮೆಟ್ರಿಕ್ ಪೂರ್ವ ಮತ್ತು ಮೆಟ್ರಿಕ್ ನಂತರದ ಮೂಲಕ ವಿದ್ಯಾರ್ಥಿವೇತನ ಯೋಜನೆಗಳನ್ನು ರಾಜ್ಯ ವಿದ್ಯಾರ್ಥಿ ವೇತನ ತಂತ್ರಾಂಶದ ಮೂಲಕ ಅನುಷ್ಠಾನಗೊಳಿಸಲಾಗುತ್ತಿದೆ. ನೇರ ನಗದು ವರ್ಗಾವಣೆ ಮೂಲಕ ಅರ್ಹ ವಿದ್ಯಾರ್ಥಿಗಳ ಆಧಾರ್ ಜೋಡಿತ ಬ್ಯಾಂಕ್ ಖಾತೆಗೆ ನೇರವಾಗಿ ವಿದ್ಯಾರ್ಥಿ ವೇತನ ಪಾವತಿಸಲಾಗುತ್ತಿದೆ. ಆಧಾರ್ ಸೀಡಿಂಗ್ ಆಗದೇ ಇರುವ ಕೆಲ ವಿದ್ಯಾರ್ಥಿಗಳಿಗೆ ವಿದ್ಯಾರ್ಥಿ ವೇತನ ಮಂಜೂರಿಗೆ ತಾಂತ್ರಿಕ ತೊಂದರೆ ಉಂಟಾಗಿದೆ. ಅರ್ಹ ವಿದ್ಯಾರ್ಥಿಗಳು ಆಧಾರ್ ಸೀಡಿಂಗ್ ಮಾಡಿಕೊಳ್ಳಲು ಆಗಸ್ಟ 25 ರಿಂದ ಸೆಪ್ಟೆಂಬರ್ 7 ರವರೆಗೆ ವಿಶೇಷ 'ಆಧಾರ್ ಸೀಡಿಂಗ್ ಅಭಿಯಾನ'ವನ್ನು ಜಿಲ್ಲಾ, ತಾಲ್ಲೂಕು ಮಟ್ಟದಲ್ಲಿ ಹಮ್ಮಿಕೊಳ್ಳಲಾಗಿದೆ. ವಿದ್ಯಾರ್ಥಿಗಳು ತಿತಿತಿ.ಟಿಠಿಛಿ.ಟಿಠಿಛಿ.ಟಿಟ ಲಿಂಕ್ ಬಳಸಿ ಆಧಾರ್ ಸೀಡಿಂಗ್ ಆಗಿರುವ ಬಗ್ಗೆ ಖಚಿತಪಡಿಸಿಕೊಳ್ಳುವುದು. ಯಾವುದಾದರೂ ತಾಂತ್ರಿಕ ತೊಂದರೆಗಳು ಉಂಟಾದಲ್ಲಿ ಮಾಹಿತಿಗೆ ಸಹಾಯಕ ನಿರ್ದೇಶಕರು, ಗ್ರೇಡ್-1 ಸಮಾಜ ಕಲ್ಯಾಣ ಇಲಾಖೆ, ಹುಬ್ಬಳ್ಳಿ ಕಚೇರಿಯ ದೂರವಾಣಿ ಸಂಖ್ಯೆ 0836-2278066 ಸಂಪರ್ಕಿಸಬಹುದೆಂದು ಸಮಾಜ ಕಲ್ಯಾಣ ಇಲಾಖೆಯ ಸಹಾಯಕ ನಿರ್ದೇಶಕ ಪ್ರಮೋದಿನಿ ಎಚ್ ಅವರು ಪ್ರಕಟಣೆಯಲ್ಲಿ ತಿಳಿಸಿದ್ದಾರೆ. xyxy=(587,1300,962,1534)
birthdeath-col-1 xyxy=(403,1795,675,2324)
divider-law-v xyxy=(968,951,969,1630)
minority-body: ಕರ್ನಾಟಕ ರಾಜ್ಯ ಅಲ್ಪಸಂಖ್ಯಾತರ ಆಯೋಗದ ಅಧ್ಯಕ್ಷರಾದ ಯು.ನಿಸಾರ್ ಅಹಮದ್ ಅವರು ಸೆಪ್ಟೆಂಬರ್ 03 ಮತ್ತು 04ರಂದು ರಂದು ಚಿತ್ರದುರ್ಗ ಜಿಲ್ಲಾ ಪ್ರವಾಸ ಕಾರ್ಯಕ್ರಮ ಹಮ್ಮಿಕೊಂಡಿದ್ದಾರೆ. ಅಧ್ಯಕ್ಷರು ಸೆ.03ರಂದು ಬೆಳಗ್ಗೆ 10ಕ್ಕೆ ಚಿತ್ರದುರ್ಗಕ್ಕೆ ಆಗಮಿಸಿ, ಬೆಳಗ್ಗೆ 10.30ಕ್ಕೆ ಜಿಲ್ಲಾ ಅಲ್ಪಸಂಖ್ಯಾತರ ಅಧಿಕಾರಿ ಅವರ ಕಚೇರಿಯಲ್ಲಿ ಅಧಿಕಾರಿಗಳೊಂದಿಗೆ ಸಭೆ ನಡೆಸುವರು. ಬೆಳಗ್ಗೆ 11ಕ್ಕೆ ಚಿತ್ರದುರ್ಗ ನಗರದಲ್ಲಿರುವ ಅಲ್ಪಸಂಖ್ಯಾತರ ವಸತಿ ನಿಲಯ, ಸರ್ಕಾರಿ ಉರ್ದು ಶಾಲೆಗಳಿಗೆ ಭೇಟಿ, ಕೊಳಚೆ ಪ್ರದೇಶ, ಕಾಲೋನಿ, ಸ್ಮಶಾನ ಭೂಮಿ ಹಾಗೂ ಕಾಮಗಾರಿಗಳ ಪರಿಶೀಲನೆ ನಡೆಸುವರು. ಮಧ್ಯಾಹ್ನ 3.30ಕ್ಕೆ ಜಿಲ್ಲಾ ಪಂಚಾಯತ್ ಸಭಾಂಗಣದಲ್ಲಿ ಜಿಲ್ಲೆಯ ಅಲ್ಪಸಂಖ್ಯಾತರ ಮುಖಂಡರು, ಕ್ರೈಸ್ತರು, ಜೈನ್, ಬೌದ್ಧರು, ಸಿಖ್ ಮತ್ತು ಪಾರ್ಸಿ ಸಮುದಾಯ ಪ್ರಮುಖರೊಂದಿಗೆ ಸಮಾಲೋಚನೆ ಹಾಗೂ ಕುಂದು ಕೊರತೆ ಅರ್ಜಿ ಸ್ವೀಕರಿಸುವರು. ನಂತರ ಪ್ರವಾಸಿ ಮಂದಿರದಲ್ಲಿ ವಾಸ್ತವ್ಯ ಮಾಡುವರು. ಸೆ.04ರಂದು ಬೆಳಗ್ಗೆ 10.30ಕ್ಕೆ ಸರ್ಕಾರಿ ಶಾಲೆಗಳಿಗೆ ಭೇಟಿ, ಮಧ್ಯಾಹ್ನ 3.30ಕ್ಕೆ ಜಿಲ್ಲಾಧಿಕಾರಿಗಳ ಕಚೇರಿ ಸಭಾಂಗಣದಲ್ಲಿ ಜಿಲ್ಲಾ ಮಟ್ಟದ ಪ್ರಧಾನ ಮಂತ್ರಿಗಳ ಹೊಸ 15 ಅಂಶಗಳ ಕಾರ್ಯಕ್ರಮಕ್ಕೆ ಸಂಬಂಧಿಸಿದಂತೆ ಜಿಲ್ಲಾ ಮಟ್ಟದ ಅಧಿಕಾರಿಗಳೊಂದಿಗೆ ಪ್ರಗತಿ ಪರಿಶೀಲನಾ ಸಭೆ ನಡೆಸುವರು. ನಂತರ ಸಂಜೆ 6.30ಕ್ಕೆ ಚಿತ್ರದುರ್ಗದಿಂದ ಬೆಂಗಳೂರಿಗೆ ಪ್ರಯಾಣ ಬೆಳೆಸುವರು ಎಂದು ಜಿಲ್ಲಾ ಅಲ್ಪಸಂಖ್ಯಾತರ ಅಧಿಕಾರಿ ಪ್ರಕಟಣೆಯಲ್ಲಿ ತಿಳಿಸಿದ್ದಾರೆ. xyxy=(48,1668,385,2002)
footer-line-1: PANADAVA REGIONAL KANNADA DAILY MORNING, Editor, Printer & Owner by :S.T. VEDAMURTHY, A.P.M.C Road, Halageri Chawl, Ranebennur - 581 115 xyxy=(268,2340,1272,2355)
dasara-headline: ಜಿಲ್ಲಾ ಮಟ್ಟದ ದಸರಾ ಕ್ರೀಡಾಕೂಟಕ್ಕೆ ಚಾಲನೆ xyxy=(974,356,1306,384)
lead-body-1: ವ್ಯಕ್ತಿಯ ಪೂರ್ಣ ಪ್ರಮಾಣದ ವಿಕಸನದಲ್ಲಿ ಕ್ರೀಡೆಗಳ ಪಾತ್ರ ಮಹತ್ವದ್ದಾಗಿದೆ. ವ್ಯಕ್ತಿಯ ದೈಹಿಕ ಹಾಗೂ ಮಾನಸಿಕ ಸದೃಢತೆಗೆ ಕ್ರೀಡೆಯಲ್ಲಿ ತೊಡಗುವುದು ಅವಶ್ಯವಾಗಿದೆ ಎಂದು ಜಿಲ್ಲಾಧಿಕಾರಿ ಸಿ.ಎನ್.ಶ್ರೀಧರ್ ತಿಳಿಸಿದರು. ಗದಗ ಜಿಲ್ಲಾಡಳಿತ, ಜಿಲ್ಲಾ ಪಂಚಾಯತ್, ಯುವ ಸಬಲೀಕರಣ ಮತ್ತು ಕ್ರೀಡಾ ಇಲಾಖೆ ಗದಗ ಇವರ ಸಹಯೋಗದಲ್ಲಿ ಮೇಜರ್ ಧ್ಯಾನಚಂದರವರ ಜನ್ಮದಿನದ ಅಂಗವಾಗಿ ಶುಕ್ರವಾರ ಗದಗ ಬೆಟಗೇರಿಯ ಮಹಾತ್ಮಾ ಗಾಂಧಿ ಕ್ರೀಡಾಂಗಣದಲ್ಲಿ ರಾಷ್ಟ್ರೀಯ ಕ್ರೀಡಾ ದಿನಾಚರಣೆಯನ್ನು ಉದ್ಘಾಟಿಸಿ ಮಾತನಾಡಿದರು. ಕರ್ನಾಟಕದಲ್ಲಿ ಹಾಕಿ ಎಂದರೆ ಮೊದಲ xyxy=(48,593,330,767)
masthead-rule xyxy=(42,81,1499,84)
birthdeath-col-3 xyxy=(1147,1795,1496,2324)
sports-headline: ಕ್ರೀಡೆ ಶಾರೀರಿಕ ಆರೋಗ್ಯದ ಅವಿಭಾಜ್ಯ ಅಂಗ: ಕೆ.ಗ್ರೇಸಿ xyxy=(48,1194,462,1224)
